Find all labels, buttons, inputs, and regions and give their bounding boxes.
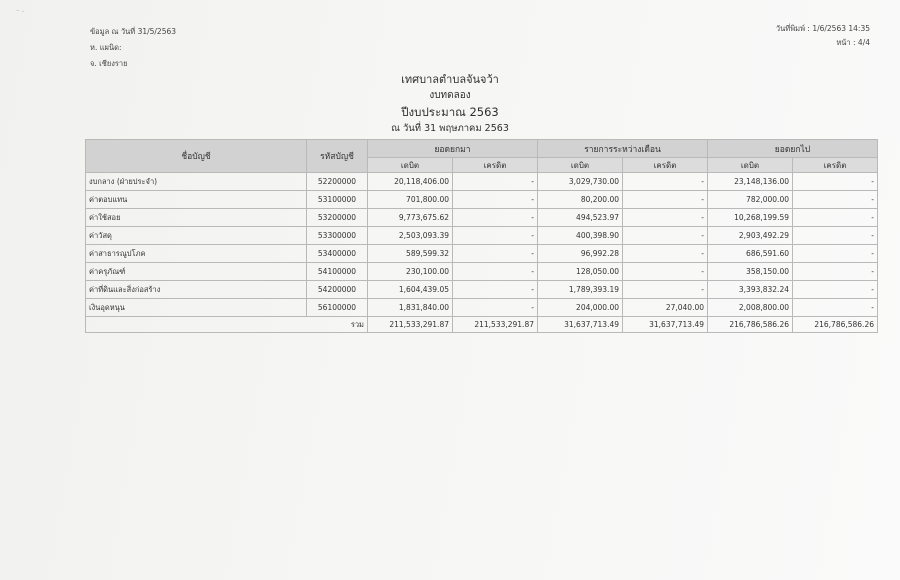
table-row	[86, 173, 878, 191]
cell-account-name: ค่าตอบแทน	[86, 191, 307, 209]
header-opening-credit: เครดิต	[453, 158, 538, 173]
table-row	[86, 263, 878, 281]
cell-closing-debit: 686,591.60	[708, 245, 793, 263]
cell-period-credit: -	[623, 245, 708, 263]
header-closing-debit: เดบิต	[708, 158, 793, 173]
table-row	[86, 245, 878, 263]
cell-opening-credit: -	[453, 191, 538, 209]
total-opening-credit: 211,533,291.87	[453, 317, 538, 333]
fiscal-year: ปีงบประมาณ 2563	[401, 105, 499, 119]
fiscal-year-row	[0, 104, 900, 122]
cell-closing-debit: 782,000.00	[708, 191, 793, 209]
header-account-name: ชื่อบัญชี	[86, 140, 307, 173]
cell-closing-debit: 3,393,832.24	[708, 281, 793, 299]
total-period-credit: 31,637,713.49	[623, 317, 708, 333]
cell-account-name: ค่าวัสดุ	[86, 227, 307, 245]
cell-opening-debit: 2,503,093.39	[368, 227, 453, 245]
cell-opening-debit: 20,118,406.00	[368, 173, 453, 191]
cell-closing-credit: -	[793, 209, 878, 227]
total-closing-credit: 216,786,586.26	[793, 317, 878, 333]
header-period-credit: เครดิต	[623, 158, 708, 173]
cell-closing-credit: -	[793, 191, 878, 209]
cell-period-credit: 27,040.00	[623, 299, 708, 317]
cell-account-code: 56100000	[307, 299, 368, 317]
table-row	[86, 299, 878, 317]
total-row	[86, 317, 878, 333]
header-period-debit: เดบิต	[538, 158, 623, 173]
total-label: รวม	[86, 317, 368, 333]
header-closing-credit: เครดิต	[793, 158, 878, 173]
cell-opening-credit: -	[453, 263, 538, 281]
cell-account-name: ค่าสาธารณูปโภค	[86, 245, 307, 263]
cell-period-debit: 400,398.90	[538, 227, 623, 245]
cell-account-code: 52200000	[307, 173, 368, 191]
cell-period-credit: -	[623, 209, 708, 227]
header-print-date: วันที่พิมพ์ : 1/6/2563 14:35	[775, 24, 870, 33]
cell-account-code: 53100000	[307, 191, 368, 209]
cell-closing-credit: -	[793, 263, 878, 281]
cell-opening-debit: 1,831,840.00	[368, 299, 453, 317]
report-title-row	[0, 88, 900, 103]
total-closing-debit: 216,786,586.26	[708, 317, 793, 333]
cell-closing-debit: 358,150.00	[708, 263, 793, 281]
header-data-date: ข้อมูล ณ วันที่ 31/5/2563	[90, 27, 177, 36]
cell-account-code: 53300000	[307, 227, 368, 245]
header-opening-balance: ยอดยกมา	[368, 140, 538, 158]
cell-opening-credit: -	[453, 227, 538, 245]
table-body	[86, 173, 878, 317]
cell-account-code: 54100000	[307, 263, 368, 281]
cell-period-debit: 494,523.97	[538, 209, 623, 227]
cell-period-debit: 3,029,730.00	[538, 173, 623, 191]
cell-closing-credit: -	[793, 281, 878, 299]
as-of-date: ณ วันที่ 31 พฤษภาคม 2563	[391, 123, 509, 134]
as-of-date-row	[0, 121, 900, 136]
cell-closing-debit: 23,148,136.00	[708, 173, 793, 191]
cell-closing-debit: 2,008,800.00	[708, 299, 793, 317]
header-page-number: หน้า : 4/4	[836, 38, 870, 47]
header-left	[90, 24, 176, 72]
header-period-transactions: รายการระหว่างเดือน	[538, 140, 708, 158]
cell-closing-credit: -	[793, 173, 878, 191]
cell-closing-debit: 10,268,199.59	[708, 209, 793, 227]
cell-period-debit: 128,050.00	[538, 263, 623, 281]
cell-account-code: 53400000	[307, 245, 368, 263]
cell-opening-debit: 701,800.00	[368, 191, 453, 209]
table-row	[86, 191, 878, 209]
scratch-mark: ⁻ ·	[16, 8, 25, 16]
cell-account-name: ค่าใช้สอย	[86, 209, 307, 227]
trial-balance-table	[85, 139, 878, 333]
cell-opening-credit: -	[453, 281, 538, 299]
cell-closing-debit: 2,903,492.29	[708, 227, 793, 245]
cell-opening-credit: -	[453, 209, 538, 227]
org-title-row	[0, 70, 900, 88]
cell-period-credit: -	[623, 281, 708, 299]
cell-account-code: 53200000	[307, 209, 368, 227]
cell-account-name: ค่าที่ดินและสิ่งก่อสร้าง	[86, 281, 307, 299]
cell-opening-credit: -	[453, 299, 538, 317]
cell-period-debit: 204,000.00	[538, 299, 623, 317]
cell-opening-debit: 9,773,675.62	[368, 209, 453, 227]
cell-period-credit: -	[623, 227, 708, 245]
cell-period-debit: 1,789,393.19	[538, 281, 623, 299]
total-opening-debit: 211,533,291.87	[368, 317, 453, 333]
cell-period-debit: 80,200.00	[538, 191, 623, 209]
table-row	[86, 209, 878, 227]
cell-period-credit: -	[623, 173, 708, 191]
cell-closing-credit: -	[793, 245, 878, 263]
report-title: งบทดลอง	[429, 90, 471, 101]
header-closing-balance: ยอดยกไป	[708, 140, 878, 158]
cell-closing-credit: -	[793, 299, 878, 317]
cell-period-credit: -	[623, 191, 708, 209]
cell-opening-debit: 589,599.32	[368, 245, 453, 263]
cell-opening-credit: -	[453, 245, 538, 263]
header-district: ห. แผนิด:	[90, 43, 122, 52]
cell-period-credit: -	[623, 263, 708, 281]
total-period-debit: 31,637,713.49	[538, 317, 623, 333]
header-opening-debit: เดบิต	[368, 158, 453, 173]
org-title: เทศบาลตำบลจันจว้า	[401, 73, 499, 86]
cell-account-name: งบกลาง (ฝ่ายประจำ)	[86, 173, 307, 191]
cell-account-name: ค่าครุภัณฑ์	[86, 263, 307, 281]
table-row	[86, 281, 878, 299]
header-province: จ. เชียงราย	[90, 59, 128, 68]
cell-account-code: 54200000	[307, 281, 368, 299]
table-row	[86, 227, 878, 245]
cell-opening-debit: 230,100.00	[368, 263, 453, 281]
cell-opening-debit: 1,604,439.05	[368, 281, 453, 299]
cell-account-name: เงินอุดหนุน	[86, 299, 307, 317]
cell-period-debit: 96,992.28	[538, 245, 623, 263]
cell-closing-credit: -	[793, 227, 878, 245]
header-right	[776, 22, 870, 50]
header-account-code: รหัสบัญชี	[307, 140, 368, 173]
cell-opening-credit: -	[453, 173, 538, 191]
